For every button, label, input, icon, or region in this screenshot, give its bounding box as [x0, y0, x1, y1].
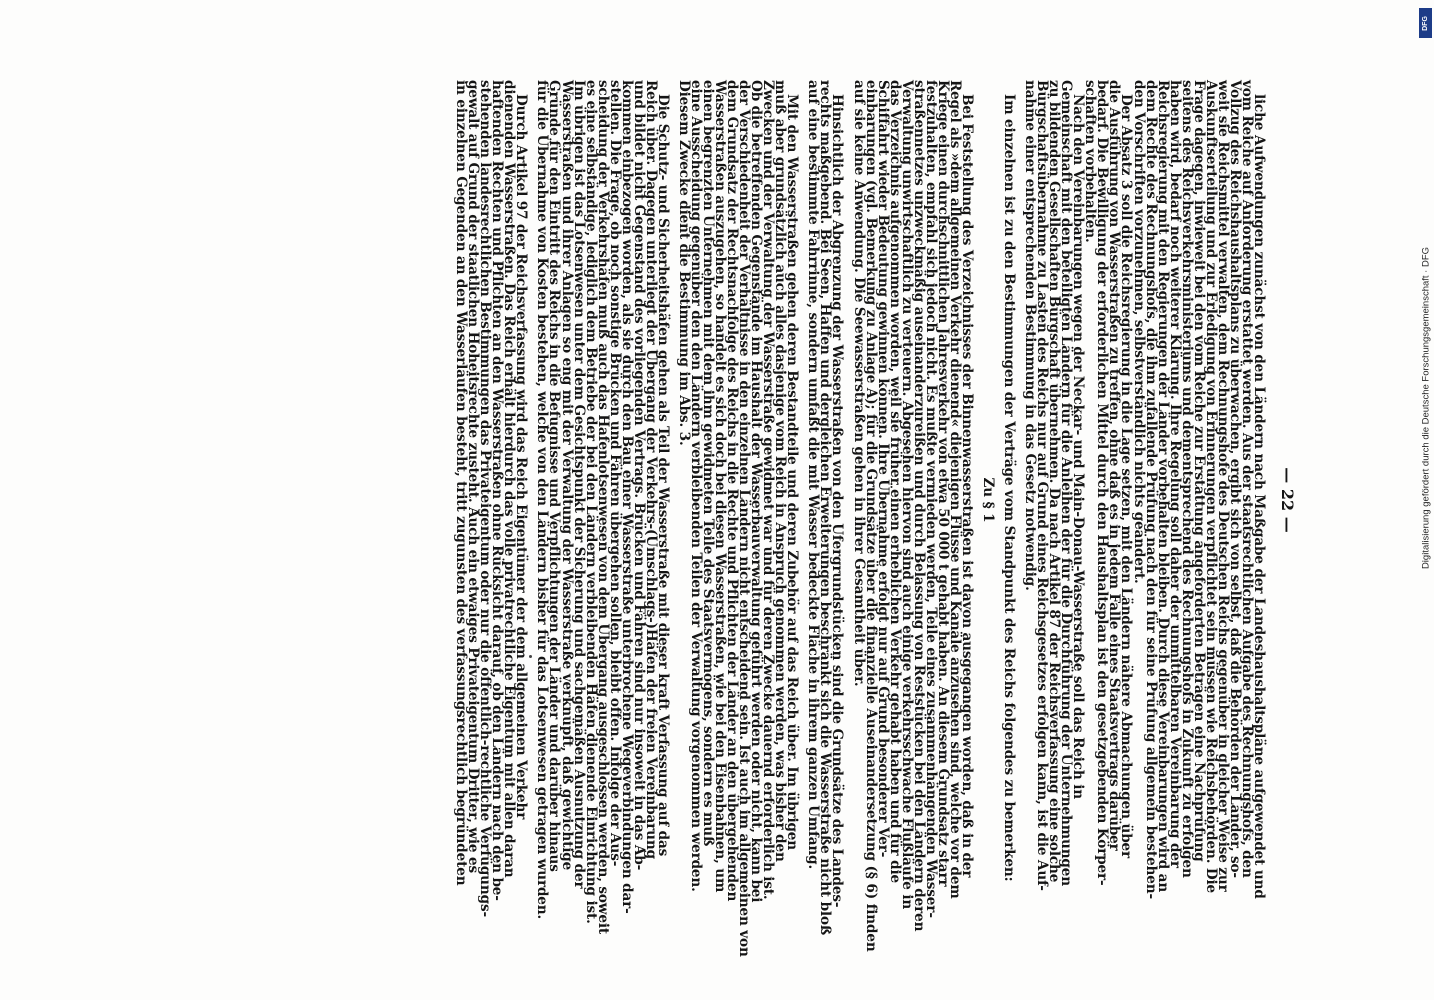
text-line: weit sie Reichsmittel verwalten, dem Rechnungshofe des Deutschen Reichs gegenüber in gleicher Weise zur [1214, 80, 1231, 892]
text-line: dem Grundsatz der Rechtsnachfolge des Reichs in die Rechte und Pflichten der Länder an den übergehenden [724, 80, 741, 902]
text-line: Verwaltung unwirtschaftlich zu verteuern. Abgesehen hiervon sind auch einige verkehrsschwache Flußläufe in [898, 80, 915, 910]
text-line: Bürgschaftsübernahme zu Lasten des Reichs nur auf Grund eines Reichsgesetzes erfolgen kann, ist die Auf- [1034, 80, 1051, 891]
text-line: Reichsregierung mit den Regierungen der Länder vorbehalten bleiben. Durch diese Vereinbarungen wird an [1154, 80, 1171, 893]
text-line: festzuhalten, empfahl sich jedoch nicht. Es mußte vermieden werden, Teile eines zusammenhängenden Wasser- [922, 80, 939, 918]
paragraph-2 [1082, 80, 1135, 920]
text-line: Bei Feststellung des Verzeichnisses der Binnenwasserstraßen ist davon ausgegangen worden, daß in der [958, 94, 975, 878]
paragraph-8 [453, 80, 530, 920]
text-line: kommen einbezogen worden, als sie durch den Bau einer Wasserstraße unterbrochene Wegeverbindungen dar- [618, 80, 635, 914]
text-line: auf eine bestimmte Fahrrinne, sondern umfaßt die mit Wasser bedeckte Fläche in ihrem ganzen Umfang. [805, 80, 822, 870]
text-line: schaften vorbehalten. [1082, 80, 1099, 243]
text-line: Kriege einen durchschnittlichen Jahresverkehr von etwa 50 000 t gehabt haben. An diesem Grundsatz starr [934, 80, 951, 887]
text-line: Regel als »dem allgemeinen Verkehr dienend« diejenigen Flüsse und Kanäle anzusehen sind, welche vor dem [946, 80, 963, 899]
page-number: — 22 — [1278, 467, 1297, 533]
text-line: die Ausführung von Wasserstraßen zu treffen, ohne daß es in jedem Falle eines Staatsvertrags darüber [1106, 80, 1123, 851]
text-line: Frage dagegen, inwieweit bei den vom Reiche zur Erstattung angeforderten Beträgen eine Nachprüfung [1190, 80, 1207, 862]
rotated-page-content [90, 80, 1300, 957]
text-line: haben wird, bedarf noch weiterer Klärung. Ihre Regelung soll daher der unmittelbaren Vereinbarung der [1166, 80, 1183, 868]
text-line: vom Reiche auf Anforderung erstattet werden. Aus der staatsrechtlichen Aufgabe des Rechnungshofs, den [1238, 80, 1255, 878]
text-line: Die Schutz- und Sicherheitshäfen gehen als Teil der Wasserstraße mit dieser kraft Verfassung auf das [654, 94, 671, 857]
text-line: eine Ausscheidung gegenüber den den Ländern verbleibenden Teilen der Verwaltung vorgenommen werden. [687, 80, 704, 892]
text-line: Der Absatz 3 soll die Reichsregierung in die Lage setzen, mit den Ländern nähere Abmachungen über [1118, 94, 1135, 859]
digitization-credit-text: Digitalisierung gefördert durch die Deutsche Forschungsgemeinschaft · DFG [1420, 246, 1432, 570]
dfg-logo: DFG [1419, 8, 1432, 38]
text-line: Durch Artikel 97 der Reichsverfassung wird das Reich Eigentümer der dem allgemeinen Verkehr [513, 94, 530, 820]
text-line: einbarungen (vgl. Bemerkung zu Anlage A); für die Grundsätze über die finanzielle Auseinandersetzung (§ 6) finden [862, 80, 879, 952]
text-line: Hinsichtlich der Abgrenzung der Wasserstraßen von den Ufergrundstücken sind die Grundsätze des Landes- [829, 94, 846, 908]
text-line: bedarf. Die Bewilligung der erforderlichen Mittel durch den Haushaltsplan ist den gesetzgebenden Körper- [1094, 80, 1111, 886]
text-line: seitens des Reichsverkehrsministeriums und dementsprechend des Rechnungshofs in Zukunft zu erfolgen [1178, 80, 1195, 878]
paragraph-7 [534, 80, 671, 934]
text-line: den Vorschriften vorzunehmen, selbstverständlich nichts geändert. [1130, 80, 1147, 584]
text-line: und bildet nicht Gegenstand des vorliegenden Vertrags. Brücken und Fähren sind nur insoweit in das Ab- [630, 80, 647, 871]
text-line: einen begrenzten Unternehmen mit dem ihm gewidmeten Teile des Staatsvermögens, sondern es muß [700, 80, 717, 847]
text-line: der Verschiedenheit der Verhältnisse in den einzelnen Ländern nicht entscheidend sein. Ist auch im allgemeinen von [736, 80, 753, 957]
text-line: Reich über. Dagegen unterliegt der Übergang der Verkehrs-(Umschlags-)Häfen der freien Vereinbarung [642, 80, 659, 859]
text-line: Diesem Zwecke dient die Bestimmung im Abs. 3. [675, 80, 692, 446]
text-line: rechts maßgebend. Bei Seen, Haffen und dergleichen Erweiterungen beschränkt sich die Wasserstraße nicht bloß [817, 80, 834, 936]
text-line: Schiffahrt wieder Bedeutung gewinnen können. Ihre Übernahme erfolgt nur auf Grund besonderer Ver- [874, 80, 891, 858]
text-line: dem Rechte des Rechnungshofs, die ihm zufallende Prüfung nach den für seine Prüfung allgemein bestehen- [1142, 80, 1159, 900]
text-line: Nach den Vereinbarungen wegen der Neckar- und Main-Donau-Wasserstraße soll das Reich in [1070, 94, 1087, 799]
text-line: Zwecken und der Verwaltung der Wasserstraße gewidmet war und für deren Zwecke dauernd erforderlich ist. [760, 80, 777, 900]
intro-line: Im einzelnen ist zu den Bestimmungen der Verträge vom Standpunkt des Reichs folgendes zu bemerken: [1001, 94, 1018, 882]
text-line: scheidung der Verkehrshäfen muß auch das Hafenlotsenwesen von dem Übergang ausgeschlossen werden, soweit [594, 80, 611, 934]
text-line: liche Aufwendungen zunächst von den Ländern nach Maßgabe der Landeshaushaltspläne aufgewendet und [1251, 94, 1267, 899]
paragraph-6 [675, 80, 801, 957]
text-line: das Verzeichnis aufgenommen worden, weil sie früher einen erheblichen Verkehr gehabt haben und für die [886, 80, 903, 883]
text-line: Auskunftserteilung und zur Erledigung von Erinnerungen verpflichtet sein müssen wie Reichsbehörden. Die [1202, 80, 1219, 894]
paragraph-3 [1022, 80, 1087, 920]
paragraph-5 [805, 80, 846, 936]
text-line: für die Übernahme von Kosten bestehen, welche von den Ländern bisher für das Lotsenwesen getragen wurden. [534, 80, 551, 920]
paragraph-4 [850, 80, 975, 952]
pencil-mark [529, 655, 532, 658]
text-line: haftenden Rechten und Pflichten an den Wasserstraßen ohne Rücksicht darauf, ob den Ländern nach den be- [489, 80, 506, 901]
text-line: Mit den Wasserstraßen gehen deren Bestandteile und deren Zubehör auf das Reich über. Im übrigen [784, 94, 801, 851]
text-line: Im übrigen ist das Lotsenwesen unter dem Gesichtspunkt der Sicherung und sachgemäßen Ausnutzung der [570, 80, 587, 889]
text-line: Wasserstraßen und ihrer Anlagen so eng mit der Verwaltung der Wasserstraße verknüpft, daß gewichtige [558, 80, 575, 871]
text-line: zu bildenden Gesellschaften Bürgschaft übernehmen. Da nach Artikel 87 der Reichsverfassung eine solche [1046, 80, 1063, 883]
digitization-credit [1419, 8, 1433, 788]
text-line: stehenden landesrechtlichen Bestimmungen das Privateigentum oder nur die öffentlich-rechtliche Verfügungs- [477, 80, 494, 917]
text-line: in einzelnen Gegenden an den Wasserläufen besteht, tritt zugunsten des verfassungsrechtlich begründeten [453, 80, 470, 886]
text-line: Wasserstraßen auszugehen, so handelt es sich doch bei diesen Wasserstraßen, wie bei den Eisenbahnen, um [712, 80, 729, 893]
section-heading: Zu § 1 [980, 477, 997, 523]
text-line: Ob die betreffenden Gegenstände im Haushalt der Wasserbauverwaltung geführt werden oder nicht, kann bei [748, 80, 765, 903]
text-line: es eine selbständige, lediglich dem Betriebe der bei den Ländern verbleibenden Häfen dienende Einrichtung ist. [582, 80, 599, 924]
text-line: Vollzug des Reichshaushaltsplans zu überwachen, ergibt sich von selbst, daß die Behörden der Länder, so- [1226, 80, 1243, 878]
text-line: Gründe für den Eintritt des Reichs in die Befugnisse und Verpflichtungen der Länder und darüber hinaus [546, 80, 563, 872]
text-line: straßennetzes unzweckmäßig auseinanderzureißen und durch Belassung von Reststücken bei den Ländern deren [910, 80, 927, 932]
text-line: stellen. Die Frage, ob noch sonstige Brücken und Fähren übergehen sollen, bleibt offen. Infolge der Aus- [606, 80, 623, 867]
text-line: auf sie keine Anwendung. Die Seewasserstraßen gehen in ihrer Gesamtheit über. [850, 80, 867, 687]
text-line: nahme einer entsprechenden Bestimmung in das Gesetz notwendig. [1022, 80, 1039, 591]
text-line: muß aber grundsätzlich auch alles dasjenige vom Reich in Anspruch genommen werden, was bisher den [772, 80, 789, 862]
text-line: Gemeinschaft mit den beteiligten Ländern für die Anleihen der für die Durchführung der Unternehmungen [1058, 80, 1075, 887]
text-line: gewalt auf Grund der staatlichen Hoheitsrechte zusteht. Auch ein etwaiges Privateigentum Dritter, wie es [465, 80, 482, 873]
paragraph-1 [1132, 80, 1265, 920]
text-line: dienenden Wasserstraßen. Das Reich erhält hierdurch das volle privatrechtliche Eigentum mit allen daran [501, 80, 518, 878]
